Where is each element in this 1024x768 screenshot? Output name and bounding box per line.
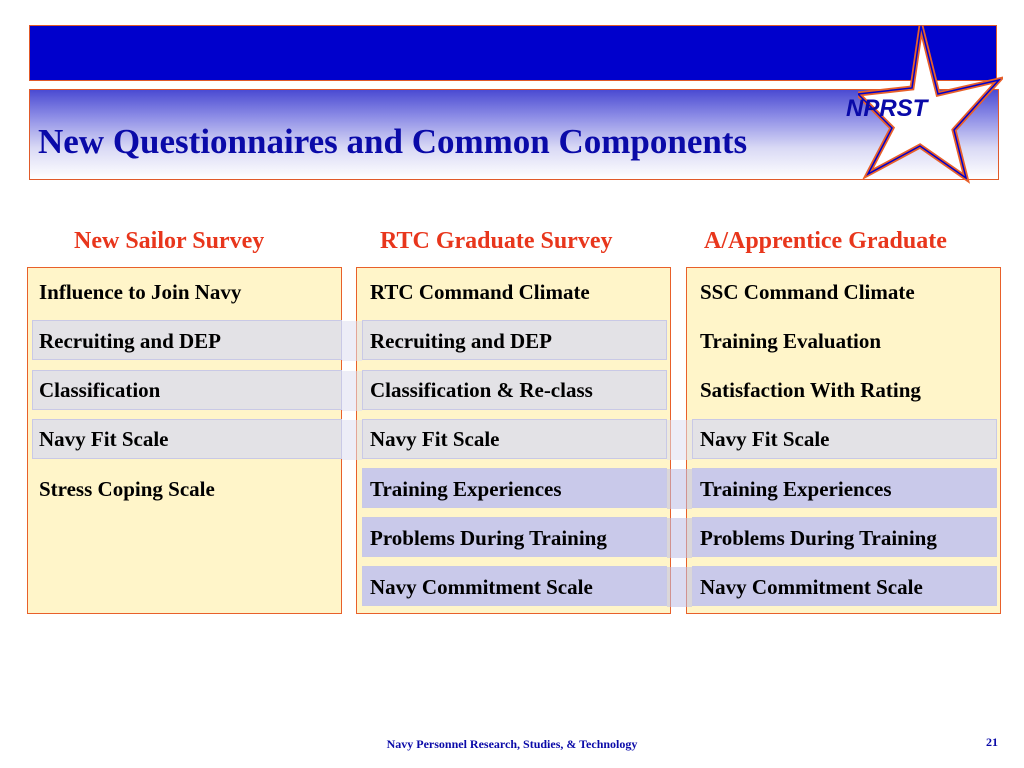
common-band-connector — [667, 518, 692, 558]
column-heading-new-sailor: New Sailor Survey — [74, 228, 265, 254]
list-item: Navy Fit Scale — [370, 427, 500, 451]
common-band-connector — [667, 469, 692, 509]
list-item: Influence to Join Navy — [39, 280, 242, 304]
list-item: Training Experiences — [700, 477, 892, 501]
list-item: Navy Fit Scale — [700, 427, 830, 451]
common-band-connector — [667, 567, 692, 607]
list-item: Navy Fit Scale — [39, 427, 169, 451]
header-bar — [29, 25, 997, 81]
list-item: Navy Commitment Scale — [700, 575, 923, 599]
column-heading-a-apprentice: A/Apprentice Graduate — [704, 228, 947, 254]
list-item: Classification — [39, 378, 161, 402]
common-band-connector — [342, 321, 362, 361]
list-item: Problems During Training — [370, 526, 607, 550]
list-item: Problems During Training — [700, 526, 937, 550]
list-item: Recruiting and DEP — [39, 329, 222, 353]
list-item: Navy Commitment Scale — [370, 575, 593, 599]
list-item: Recruiting and DEP — [370, 329, 553, 353]
common-band-connector — [667, 420, 692, 460]
list-item: Training Experiences — [370, 477, 562, 501]
list-item: Stress Coping Scale — [39, 477, 215, 501]
list-item: Training Evaluation — [700, 329, 882, 353]
list-item: Satisfaction With Rating — [700, 378, 921, 402]
common-band-connector — [342, 371, 362, 411]
column-heading-rtc-graduate: RTC Graduate Survey — [380, 228, 613, 254]
list-item: SSC Command Climate — [700, 280, 915, 304]
page-title: New Questionnaires and Common Components — [38, 122, 748, 161]
logo-text: NPRST — [846, 95, 928, 122]
list-item: Classification & Re-class — [370, 378, 593, 402]
page-number: 21 — [986, 735, 998, 749]
footer-text: Navy Personnel Research, Studies, & Technology — [386, 737, 638, 751]
common-band-connector — [342, 420, 362, 460]
list-item: RTC Command Climate — [370, 280, 590, 304]
